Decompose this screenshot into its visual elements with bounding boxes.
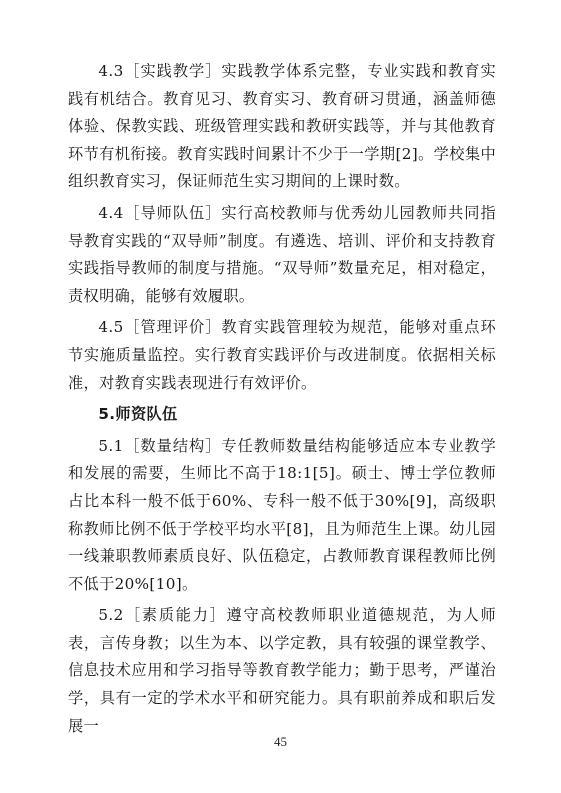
page-number: 45 [274,734,287,749]
paragraph-4-4: 4.4［导师队伍］实行高校教师与优秀幼儿园教师共同指导教育实践的“双导师”制度。有遴选、培训、评价和支持教育实践指导教师的制度与措施。“双导师”数量充足，相对稳定，责权明确，能够有效履职。 [68,203,496,305]
paragraph-4-5: 4.5［管理评价］教育实践管理较为规范，能够对重点环节实施质量监控。实行教育实践评价与改进制度。依据相关标准，对教育实践表现进行有效评价。 [68,318,496,392]
body-text [68,58,496,744]
paragraph-5-2: 5.2［素质能力］遵守高校教师职业道德规范，为人师表，言传身教；以生为本、以学定教，具有较强的课堂教学、信息技术应用和学习指导等教育教学能力；勤于思考，严谨治学，具有一定的学术水平和研究能力。具有职前养成和职后发展一 [68,606,496,735]
paragraph-4-3: 4.3［实践教学］实践教学体系完整，专业实践和教育实践有机结合。教育见习、教育实习、教育研习贯通，涵盖师德体验、保教实践、班级管理实践和教研实践等，并与其他教育环节有机衔接。教育实践时间累计不少于一学期[2]。学校集中组织教育实习，保证师范生实习期间的上课时数。 [68,62,496,191]
paragraph-5-1: 5.1［数量结构］专任教师数量结构能够适应本专业教学和发展的需要，生师比不高于18:1[5]。硕士、博士学位教师占比本科一般不低于60%、专科一般不低于30%[9]，高级职称教师比例不低于学校平均水平[8]，且为师范生上课。幼儿园一线兼职教师素质良好、队伍稳定，占教师教育课程教师比例不低于20%[10]。 [68,436,496,593]
section-heading: 5.师资队伍 [98,405,178,424]
